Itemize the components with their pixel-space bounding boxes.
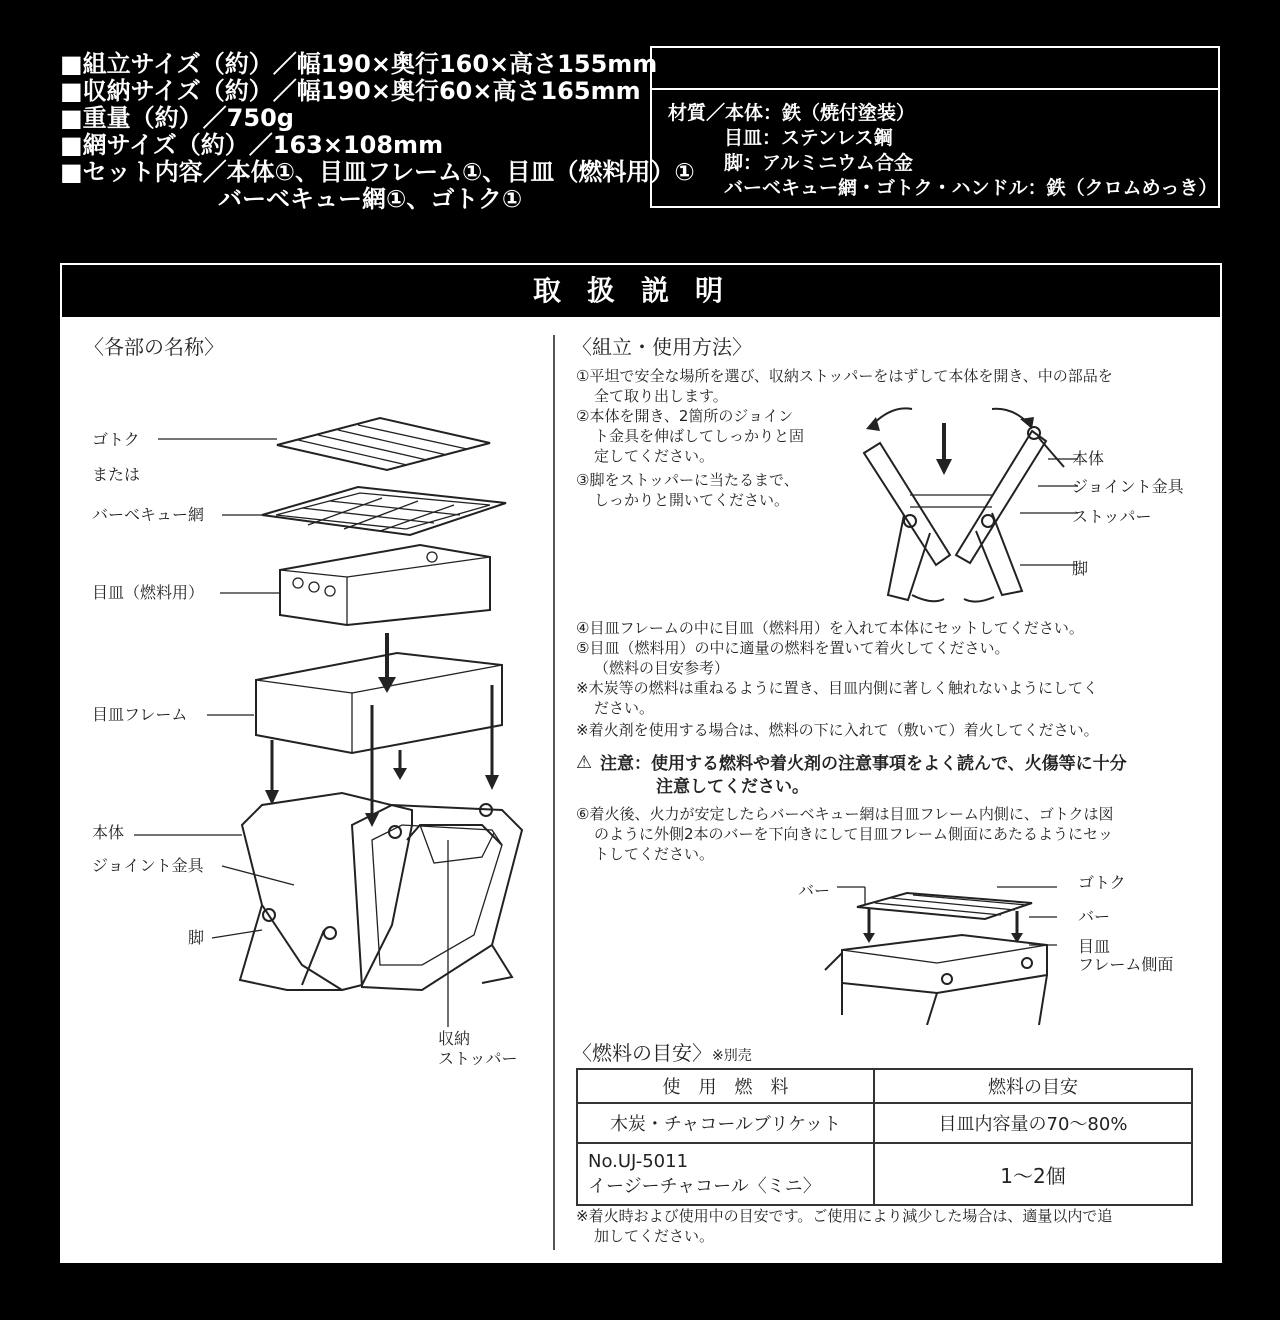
parts-heading: 〈各部の名称〉 (84, 335, 224, 359)
diag-label-joint: ジョイント金具 (1072, 477, 1184, 496)
materials-box (650, 46, 1220, 208)
materials-box-header (652, 48, 1218, 90)
leader-lines (134, 439, 448, 1027)
arrow-drawing (378, 633, 396, 693)
note-starter: ※着火剤を使用する場合は、燃料の下に入れて（敷いて）着火してください。 (576, 721, 1099, 739)
instruction-panel (60, 263, 1222, 1263)
label-legs: 脚 (188, 928, 205, 947)
label-body: 本体 (92, 823, 125, 842)
diag-label-stopper: ストッパー (1072, 507, 1152, 526)
table-row (577, 1103, 1192, 1143)
label-plate-frame: 目皿フレーム (92, 705, 188, 724)
material-plate: 目皿：ステンレス鋼 (724, 127, 893, 149)
note-charcoal-cont: ださい。 (594, 699, 655, 717)
caution-text: 注意：使用する燃料や着火剤の注意事項をよく読んで、火傷等に十分 (600, 754, 1127, 774)
fuel-col-amount: 燃料の目安 (874, 1069, 1192, 1103)
fuel-col-fuel: 使 用 燃 料 (577, 1069, 874, 1103)
spec-assembled-size: ■組立サイズ（約）／幅190×奥行160×高さ155mm (60, 50, 658, 78)
diag-label-body: 本体 (1072, 449, 1105, 468)
step-6-cont: のように外側2本のバーを下向きにして目皿フレーム側面にあたるようにセッ (594, 825, 1113, 843)
body-drawing (240, 793, 522, 990)
fuel-row2-fuel-line2: イージーチャコール〈ミニ〉 (588, 1175, 821, 1197)
caution-text-cont: 注意してください。 (656, 777, 809, 797)
step-5-ref: （燃料の目安参考） (594, 659, 730, 677)
assembly-heading: 〈組立・使用方法〉 (572, 335, 752, 359)
set-label-bar-right: バー (1078, 907, 1111, 926)
step-3-cont: しっかりと開いてください。 (594, 491, 790, 509)
set-label-gotoku: ゴトク (1078, 873, 1126, 892)
panel-divider (553, 335, 555, 1250)
step-3: ③脚をストッパーに当たるまで、 (576, 471, 799, 489)
label-fuel-plate: 目皿（燃料用） (92, 583, 205, 602)
spec-set-contents: ■セット内容／本体①、目皿フレーム①、目皿（燃料用）① (60, 158, 695, 186)
step-2: ②本体を開き、2箇所のジョイン (576, 407, 794, 425)
fuel-row2-fuel (577, 1143, 874, 1205)
fuel-heading-note: ※別売 (712, 1048, 752, 1064)
set-label-bar-left: バー (798, 881, 831, 900)
step-2-cont: ト金具を伸ばしてしっかりと固 (594, 427, 805, 445)
frame-arrows (265, 685, 499, 827)
step-6-cont2: トしてください。 (594, 845, 715, 863)
fuel-row2-amount: 1〜2個 (874, 1143, 1192, 1205)
material-body: 材質／本体：鉄（焼付塗装） (668, 102, 916, 124)
fuel-heading (572, 1037, 752, 1066)
diag-label-legs: 脚 (1072, 559, 1089, 578)
gotoku-drawing (277, 418, 490, 470)
grill-net-drawing (262, 487, 506, 535)
fuel-table-header (577, 1069, 1192, 1103)
fuel-row2-fuel-line1: No.UJ-5011 (588, 1150, 689, 1172)
unfold-diagram (852, 395, 1082, 605)
parts-diagram (62, 265, 552, 1085)
step-2-cont2: 定してください。 (594, 447, 715, 465)
label-joint: ジョイント金具 (92, 856, 204, 875)
label-gotoku: ゴトク (92, 430, 140, 449)
fuel-plate-drawing (280, 545, 490, 625)
gotoku-set-diagram (817, 875, 1067, 1025)
plate-frame-drawing (256, 653, 502, 753)
label-stopper: ストッパー (438, 1049, 518, 1068)
fuel-table (576, 1068, 1193, 1206)
warning-icon: ⚠ (576, 752, 593, 773)
panel-title: 取扱説明 (62, 265, 1220, 317)
label-or: または (92, 465, 141, 484)
set-label-plate: 目皿 (1078, 937, 1111, 956)
table-row (577, 1143, 1192, 1205)
material-grill: バーベキュー網・ゴトク・ハンドル：鉄（クロムめっき） (724, 177, 1218, 199)
step-5: ⑤目皿（燃料用）の中に適量の燃料を置いて着火してください。 (576, 639, 1010, 657)
step-1: ①平坦で安全な場所を選び、収納ストッパーをはずして本体を開き、中の部品を (576, 367, 1113, 385)
spec-weight: ■重量（約）／750g (60, 104, 294, 132)
step-1-cont: 全て取り出します。 (594, 387, 728, 405)
spec-grill-size: ■網サイズ（約）／163×108mm (60, 131, 444, 159)
fuel-row1-fuel: 木炭・チャコールブリケット (577, 1103, 874, 1143)
spec-storage-size: ■収納サイズ（約）／幅190×奥行60×高さ165mm (60, 77, 641, 105)
step-6: ⑥着火後、火力が安定したらバーベキュー網は目皿フレーム内側に、ゴトクは図 (576, 805, 1114, 823)
step-4: ④目皿フレームの中に目皿（燃料用）を入れて本体にセットしてください。 (576, 619, 1084, 637)
fuel-row1-amount: 目皿内容量の70〜80% (874, 1103, 1192, 1143)
set-label-frame-side: フレーム側面 (1078, 955, 1174, 974)
material-legs: 脚：アルミニウム合金 (724, 152, 914, 174)
fuel-footnote-cont: 加してください。 (594, 1227, 715, 1245)
label-bbq-net: バーベキュー網 (92, 505, 205, 524)
label-storage: 収納 (438, 1029, 471, 1048)
fuel-heading-text: 〈燃料の目安〉 (572, 1041, 712, 1065)
spec-set-contents-cont: バーベキュー網①、ゴトク① (218, 185, 523, 213)
note-charcoal: ※木炭等の燃料は重ねるように置き、目皿内側に著しく触れないようにしてく (576, 679, 1098, 697)
fuel-footnote: ※着火時および使用中の目安です。ご使用により減少した場合は、適量以内で追 (576, 1207, 1113, 1225)
